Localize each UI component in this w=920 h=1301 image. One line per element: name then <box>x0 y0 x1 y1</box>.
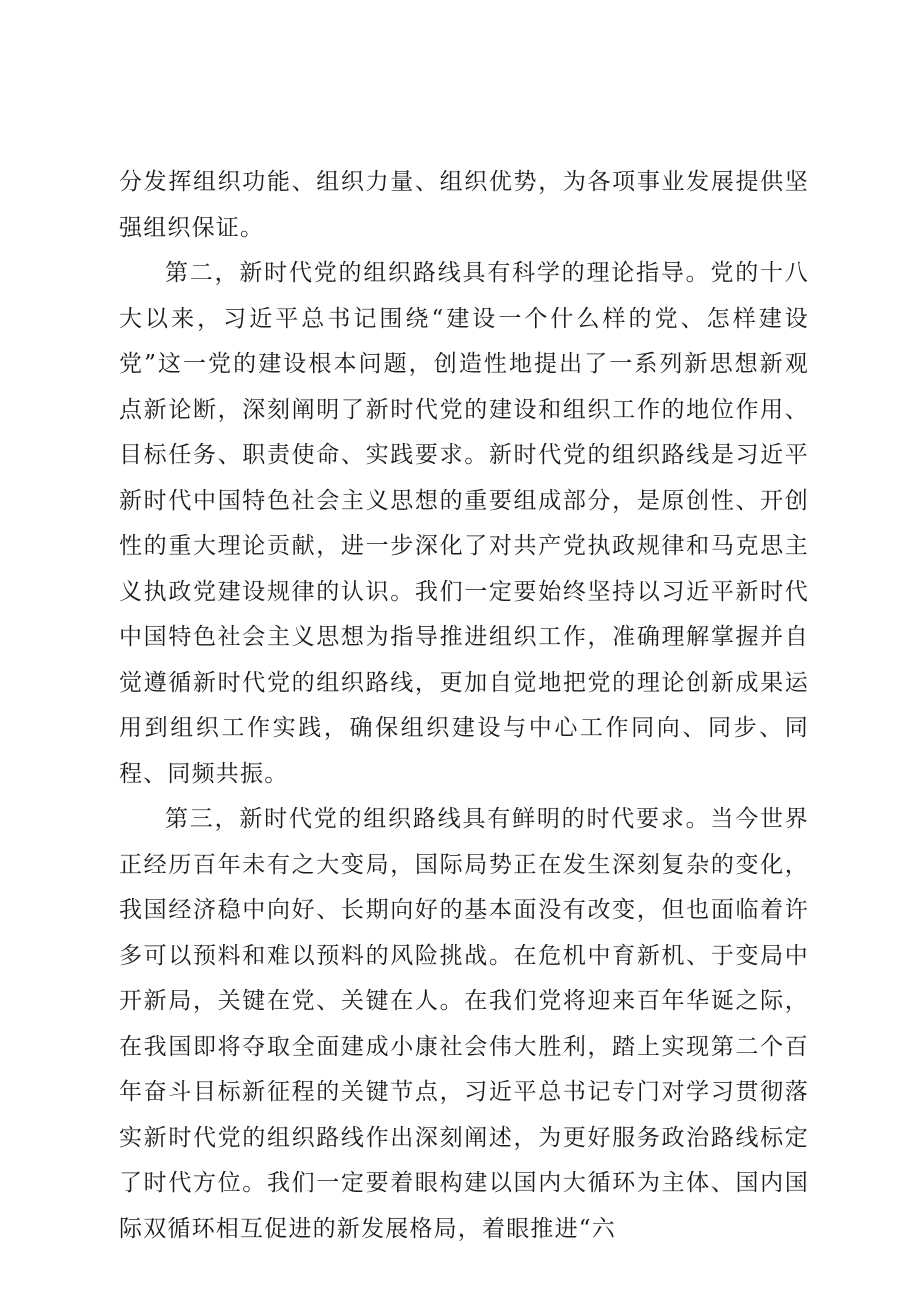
paragraph-third-point: 第三，新时代党的组织路线具有鲜明的时代要求。当今世界正经历百年未有之大变局，国际局势正在发生深刻复杂的变化，我国经济稳中向好、长期向好的基本面没有改变，但也面临着许多可以预料和难以预料的风险挑战。在危机中育新机、于变局中开新局，关键在党、关键在人。在我们党将迎来百年华诞之际，在我国即将夺取全面建成小康社会伟大胜利，踏上实现第二个百年奋斗目标新征程的关键节点，习近平总书记专门对学习贯彻落实新时代党的组织路线作出深刻阐述，为更好服务政治路线标定了时代方位。我们一定要着眼构建以国内大循环为主体、国内国际双循环相互促进的新发展格局，着眼推进“六 <box>119 806 809 1242</box>
paragraph-continuation: 分发挥组织功能、组织力量、组织优势，为各项事业发展提供坚强组织保证。 <box>119 169 809 241</box>
paragraph-second-point: 第二，新时代党的组织路线具有科学的理论指导。党的十八大以来，习近平总书记围绕“建设一个什么样的党、怎样建设党”这一党的建设根本问题，创造性地提出了一系列新思想新观点新论断，深刻阐明了新时代党的建设和组织工作的地位作用、目标任务、职责使命、实践要求。新时代党的组织路线是习近平新时代中国特色社会主义思想的重要组成部分，是原创性、开创性的重大理论贡献，进一步深化了对共产党执政规律和马克思主义执政党建设规律的认识。我们一定要始终坚持以习近平新时代中国特色社会主义思想为指导推进组织工作，准确理解掌握并自觉遵循新时代党的组织路线，更加自觉地把党的理论创新成果运用到组织工作实践，确保组织建设与中心工作同向、同步、同程、同频共振。 <box>119 260 809 787</box>
document-body <box>119 160 809 1252</box>
